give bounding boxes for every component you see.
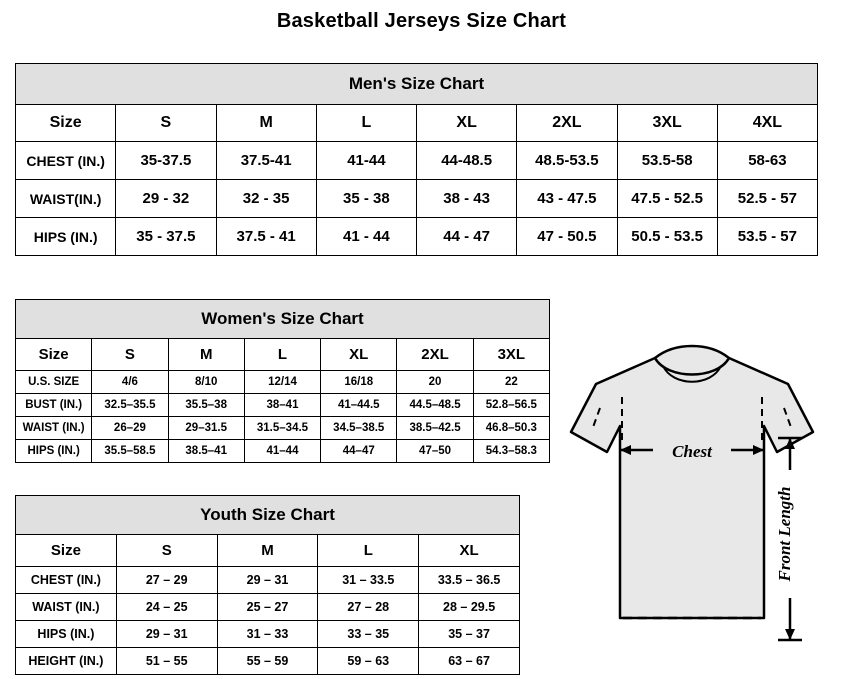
table-cell: 32 - 35 [216, 180, 316, 218]
table-cell: 38–41 [244, 394, 320, 417]
column-header: XL [417, 105, 517, 142]
row-label: BUST (IN.) [16, 394, 92, 417]
table-cell: 46.8–50.3 [473, 417, 549, 440]
table-row [16, 648, 520, 675]
mens-size-chart-table [15, 63, 818, 256]
column-header: S [92, 339, 168, 371]
table-row [16, 621, 520, 648]
table-cell: 31.5–34.5 [244, 417, 320, 440]
column-header: L [316, 105, 416, 142]
table-title-row [16, 300, 550, 339]
table-cell: 55 – 59 [217, 648, 318, 675]
table-cell: 35 – 37 [419, 621, 520, 648]
column-header: XL [321, 339, 397, 371]
table-cell: 31 – 33 [217, 621, 318, 648]
column-header: S [116, 105, 216, 142]
column-header: 3XL [473, 339, 549, 371]
table-cell: 52.8–56.5 [473, 394, 549, 417]
table-cell: 25 – 27 [217, 594, 318, 621]
table-cell: 38.5–42.5 [397, 417, 473, 440]
table-row [16, 142, 818, 180]
table-cell: 33.5 – 36.5 [419, 567, 520, 594]
table-cell: 37.5 - 41 [216, 218, 316, 256]
table-cell: 26–29 [92, 417, 168, 440]
column-header: XL [419, 535, 520, 567]
table-cell: 24 – 25 [116, 594, 217, 621]
front-length-label: Front Length [775, 486, 794, 582]
table-cell: 44-48.5 [417, 142, 517, 180]
table-cell: 58-63 [717, 142, 817, 180]
youth-size-chart-table [15, 495, 520, 675]
womens-size-chart-table [15, 299, 550, 463]
table-cell: 35.5–58.5 [92, 440, 168, 463]
table-cell: 31 – 33.5 [318, 567, 419, 594]
table-cell: 35 - 37.5 [116, 218, 216, 256]
row-label: CHEST (IN.) [16, 142, 116, 180]
table-cell: 29–31.5 [168, 417, 244, 440]
column-header: 3XL [617, 105, 717, 142]
row-label: HIPS (IN.) [16, 218, 116, 256]
table-cell: 41 - 44 [316, 218, 416, 256]
table-cell: 34.5–38.5 [321, 417, 397, 440]
table-row [16, 180, 818, 218]
table-cell: 33 – 35 [318, 621, 419, 648]
table-cell: 41-44 [316, 142, 416, 180]
table-cell: 59 – 63 [318, 648, 419, 675]
column-header: M [217, 535, 318, 567]
table-row [16, 594, 520, 621]
page-title: Basketball Jerseys Size Chart [276, 10, 567, 32]
table-row [16, 394, 550, 417]
table-cell: 28 – 29.5 [419, 594, 520, 621]
table-cell: 20 [397, 371, 473, 394]
table-title-row [16, 496, 520, 535]
column-header: 2XL [397, 339, 473, 371]
table-cell: 41–44.5 [321, 394, 397, 417]
column-header: M [216, 105, 316, 142]
table-cell: 41–44 [244, 440, 320, 463]
table-cell: 47.5 - 52.5 [617, 180, 717, 218]
table-row [16, 218, 818, 256]
table-header-row [16, 105, 818, 142]
table-cell: 53.5-58 [617, 142, 717, 180]
row-label: WAIST (IN.) [16, 594, 117, 621]
mens-chart-title: Men's Size Chart [16, 64, 818, 105]
table-cell: 38 - 43 [417, 180, 517, 218]
row-label: WAIST (IN.) [16, 417, 92, 440]
row-label: HIPS (IN.) [16, 621, 117, 648]
table-cell: 29 - 32 [116, 180, 216, 218]
table-cell: 35.5–38 [168, 394, 244, 417]
column-header: M [168, 339, 244, 371]
table-cell: 43 - 47.5 [517, 180, 617, 218]
column-header: Size [16, 535, 117, 567]
column-header: 4XL [717, 105, 817, 142]
youth-chart-title: Youth Size Chart [16, 496, 520, 535]
table-cell: 47 - 50.5 [517, 218, 617, 256]
table-cell: 35 - 38 [316, 180, 416, 218]
table-title-row [16, 64, 818, 105]
table-cell: 48.5-53.5 [517, 142, 617, 180]
jersey-measurement-diagram [545, 340, 840, 675]
table-cell: 44–47 [321, 440, 397, 463]
table-cell: 35-37.5 [116, 142, 216, 180]
column-header: L [244, 339, 320, 371]
table-cell: 44 - 47 [417, 218, 517, 256]
table-row [16, 567, 520, 594]
table-cell: 38.5–41 [168, 440, 244, 463]
table-cell: 44.5–48.5 [397, 394, 473, 417]
table-cell: 29 – 31 [217, 567, 318, 594]
row-label: WAIST(IN.) [16, 180, 116, 218]
column-header: Size [16, 339, 92, 371]
table-cell: 52.5 - 57 [717, 180, 817, 218]
table-cell: 27 – 28 [318, 594, 419, 621]
column-header: Size [16, 105, 116, 142]
table-cell: 54.3–58.3 [473, 440, 549, 463]
table-row [16, 417, 550, 440]
front-length-arrow-bottom-icon [785, 629, 795, 640]
row-label: U.S. SIZE [16, 371, 92, 394]
table-cell: 22 [473, 371, 549, 394]
table-cell: 47–50 [397, 440, 473, 463]
table-header-row [16, 339, 550, 371]
table-cell: 63 – 67 [419, 648, 520, 675]
table-cell: 16/18 [321, 371, 397, 394]
row-label: HIPS (IN.) [16, 440, 92, 463]
row-label: CHEST (IN.) [16, 567, 117, 594]
column-header: L [318, 535, 419, 567]
chest-label: Chest [672, 442, 712, 461]
table-row [16, 440, 550, 463]
table-cell: 53.5 - 57 [717, 218, 817, 256]
table-cell: 8/10 [168, 371, 244, 394]
table-header-row [16, 535, 520, 567]
table-row [16, 371, 550, 394]
column-header: S [116, 535, 217, 567]
column-header: 2XL [517, 105, 617, 142]
table-cell: 29 – 31 [116, 621, 217, 648]
table-cell: 27 – 29 [116, 567, 217, 594]
row-label: HEIGHT (IN.) [16, 648, 117, 675]
womens-chart-title: Women's Size Chart [16, 300, 550, 339]
table-cell: 32.5–35.5 [92, 394, 168, 417]
table-cell: 37.5-41 [216, 142, 316, 180]
table-cell: 4/6 [92, 371, 168, 394]
table-cell: 12/14 [244, 371, 320, 394]
table-cell: 51 – 55 [116, 648, 217, 675]
table-cell: 50.5 - 53.5 [617, 218, 717, 256]
